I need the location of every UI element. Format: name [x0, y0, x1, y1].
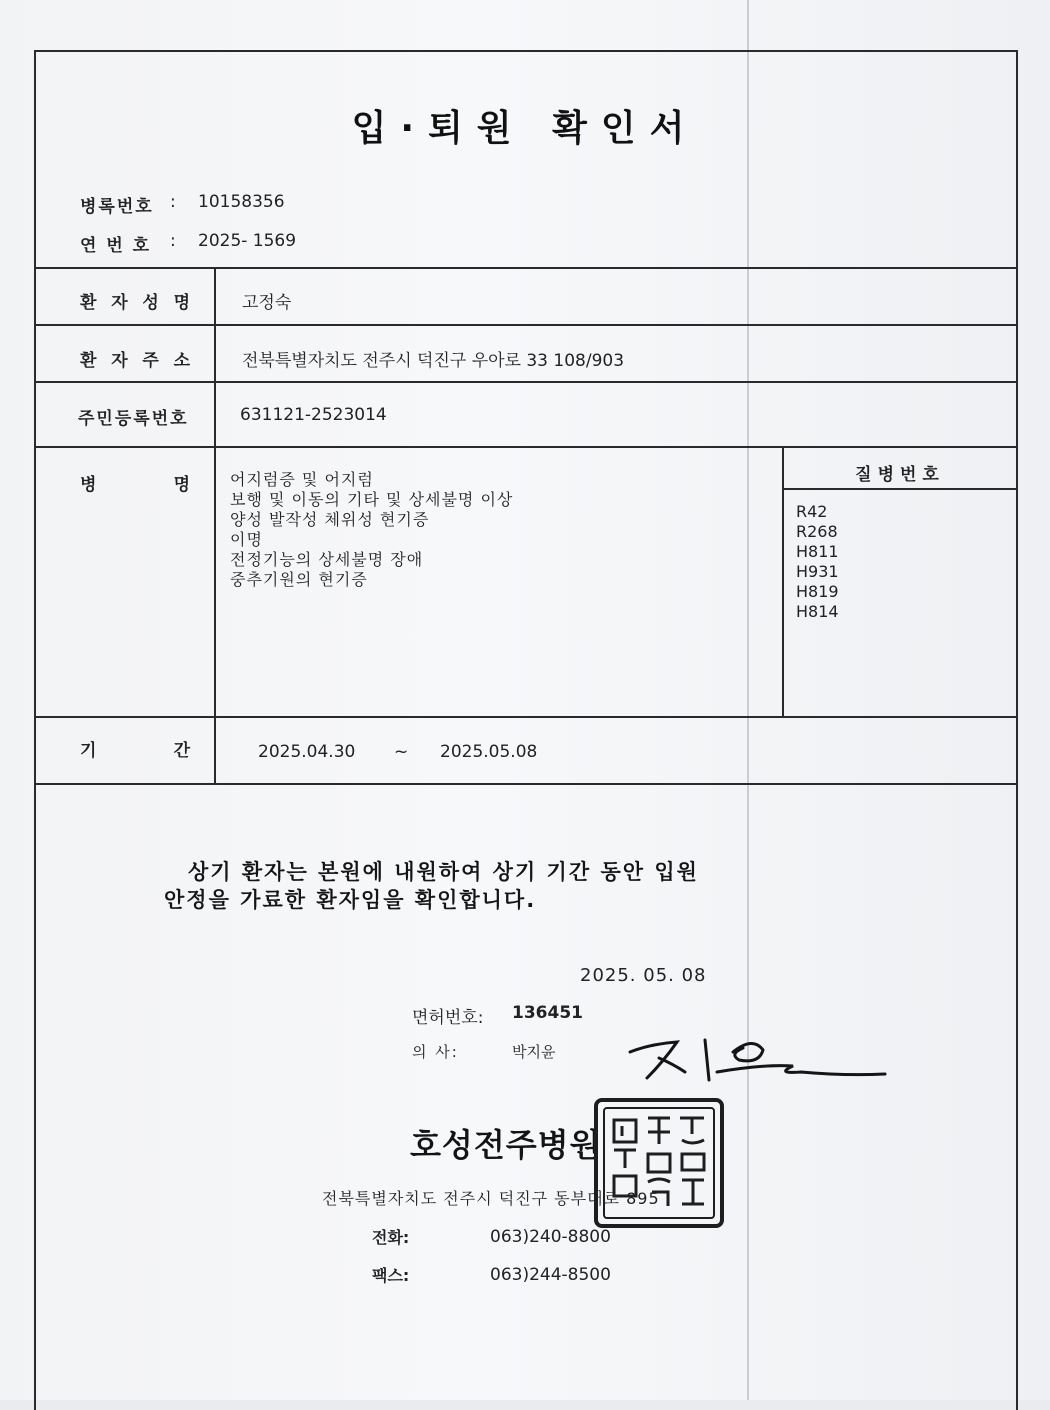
diagnosis-item: 전정기능의 상세불명 장애 — [230, 550, 424, 569]
doctor-signature — [625, 1030, 890, 1090]
label-char: 환 — [80, 351, 99, 371]
disease-code: H814 — [796, 602, 839, 621]
diagnosis-item: 어지럼증 및 어지럼 — [230, 470, 374, 489]
phone-number: 063)240-8800 — [490, 1227, 611, 1247]
serial-number-label: 연 번 호 — [80, 236, 152, 256]
label-char: 명 — [173, 475, 192, 495]
disease-code-list — [796, 502, 839, 622]
serial-number: 2025- 1569 — [198, 231, 297, 251]
disease-code-header: 질병번호 — [855, 465, 945, 485]
table-line — [34, 267, 1018, 269]
diagnosis-label — [36, 470, 214, 495]
issue-date: 2025. 05. 08 — [580, 965, 707, 986]
period-separator: ~ — [394, 742, 409, 762]
period-end: 2025.05.08 — [440, 742, 538, 762]
period-label — [36, 736, 214, 761]
confirmation-statement — [164, 858, 699, 914]
statement-line: 안정을 가료한 환자임을 확인합니다. — [164, 888, 537, 912]
hospital-seal-stamp — [592, 1096, 726, 1230]
table-line — [782, 446, 784, 718]
diagnosis-list — [230, 470, 513, 590]
fax-label: 팩스: — [372, 1266, 410, 1285]
table-line — [34, 381, 1018, 383]
period-start: 2025.04.30 — [258, 742, 356, 762]
fax-number: 063)244-8500 — [490, 1265, 611, 1285]
diagnosis-item: 이명 — [230, 530, 263, 549]
disease-code: R268 — [796, 522, 838, 541]
license-number: 136451 — [512, 1003, 583, 1023]
license-label: 면허번호: — [412, 1008, 484, 1028]
disease-code: H811 — [796, 542, 839, 561]
record-number-label: 병록번호 — [80, 197, 154, 217]
table-line — [34, 716, 1018, 718]
patient-name-label — [36, 288, 214, 313]
phone-label: 전화: — [372, 1228, 410, 1247]
rrn-value: 631121-2523014 — [240, 405, 387, 425]
label-char: 자 — [111, 293, 130, 313]
hospital-address: 전북특별자치도 전주시 덕진구 동부대로 895 — [322, 1189, 660, 1208]
patient-address: 전북특별자치도 전주시 덕진구 우아로 33 108/903 — [242, 351, 625, 371]
hospital-name: 호성전주병원 — [410, 1126, 602, 1164]
label-char: 간 — [173, 741, 192, 761]
statement-line: 상기 환자는 본원에 내원하여 상기 기간 동안 입원 — [188, 860, 699, 884]
rrn-label: 주민등록번호 — [78, 409, 189, 429]
label-char: 기 — [80, 741, 99, 761]
document-title: 입·퇴원 확인서 — [351, 108, 699, 149]
disease-code: H819 — [796, 582, 839, 601]
diagnosis-item: 양성 발작성 체위성 현기증 — [230, 510, 430, 529]
record-number: 10158356 — [198, 192, 285, 212]
disease-code: H931 — [796, 562, 839, 581]
diagnosis-item: 중추기원의 현기증 — [230, 570, 368, 589]
label-char: 환 — [80, 293, 99, 313]
table-line — [784, 488, 1018, 490]
label-char: 성 — [142, 293, 161, 313]
doctor-name: 박지윤 — [512, 1043, 556, 1061]
disease-code: R42 — [796, 502, 828, 521]
diagnosis-item: 보행 및 이동의 기타 및 상세불명 이상 — [230, 490, 514, 509]
label-char: 자 — [111, 351, 130, 371]
label-char: 소 — [173, 351, 192, 371]
table-line — [214, 267, 216, 785]
patient-address-label — [36, 346, 214, 371]
doctor-label: 의 사: — [412, 1043, 459, 1061]
serial-number-colon: : — [170, 231, 176, 251]
record-number-colon: : — [170, 192, 176, 212]
table-line — [34, 446, 1018, 448]
patient-name: 고정숙 — [242, 293, 292, 313]
table-line — [34, 783, 1018, 785]
table-line — [34, 324, 1018, 326]
label-char: 명 — [173, 293, 192, 313]
label-char: 병 — [80, 475, 99, 495]
label-char: 주 — [142, 351, 161, 371]
